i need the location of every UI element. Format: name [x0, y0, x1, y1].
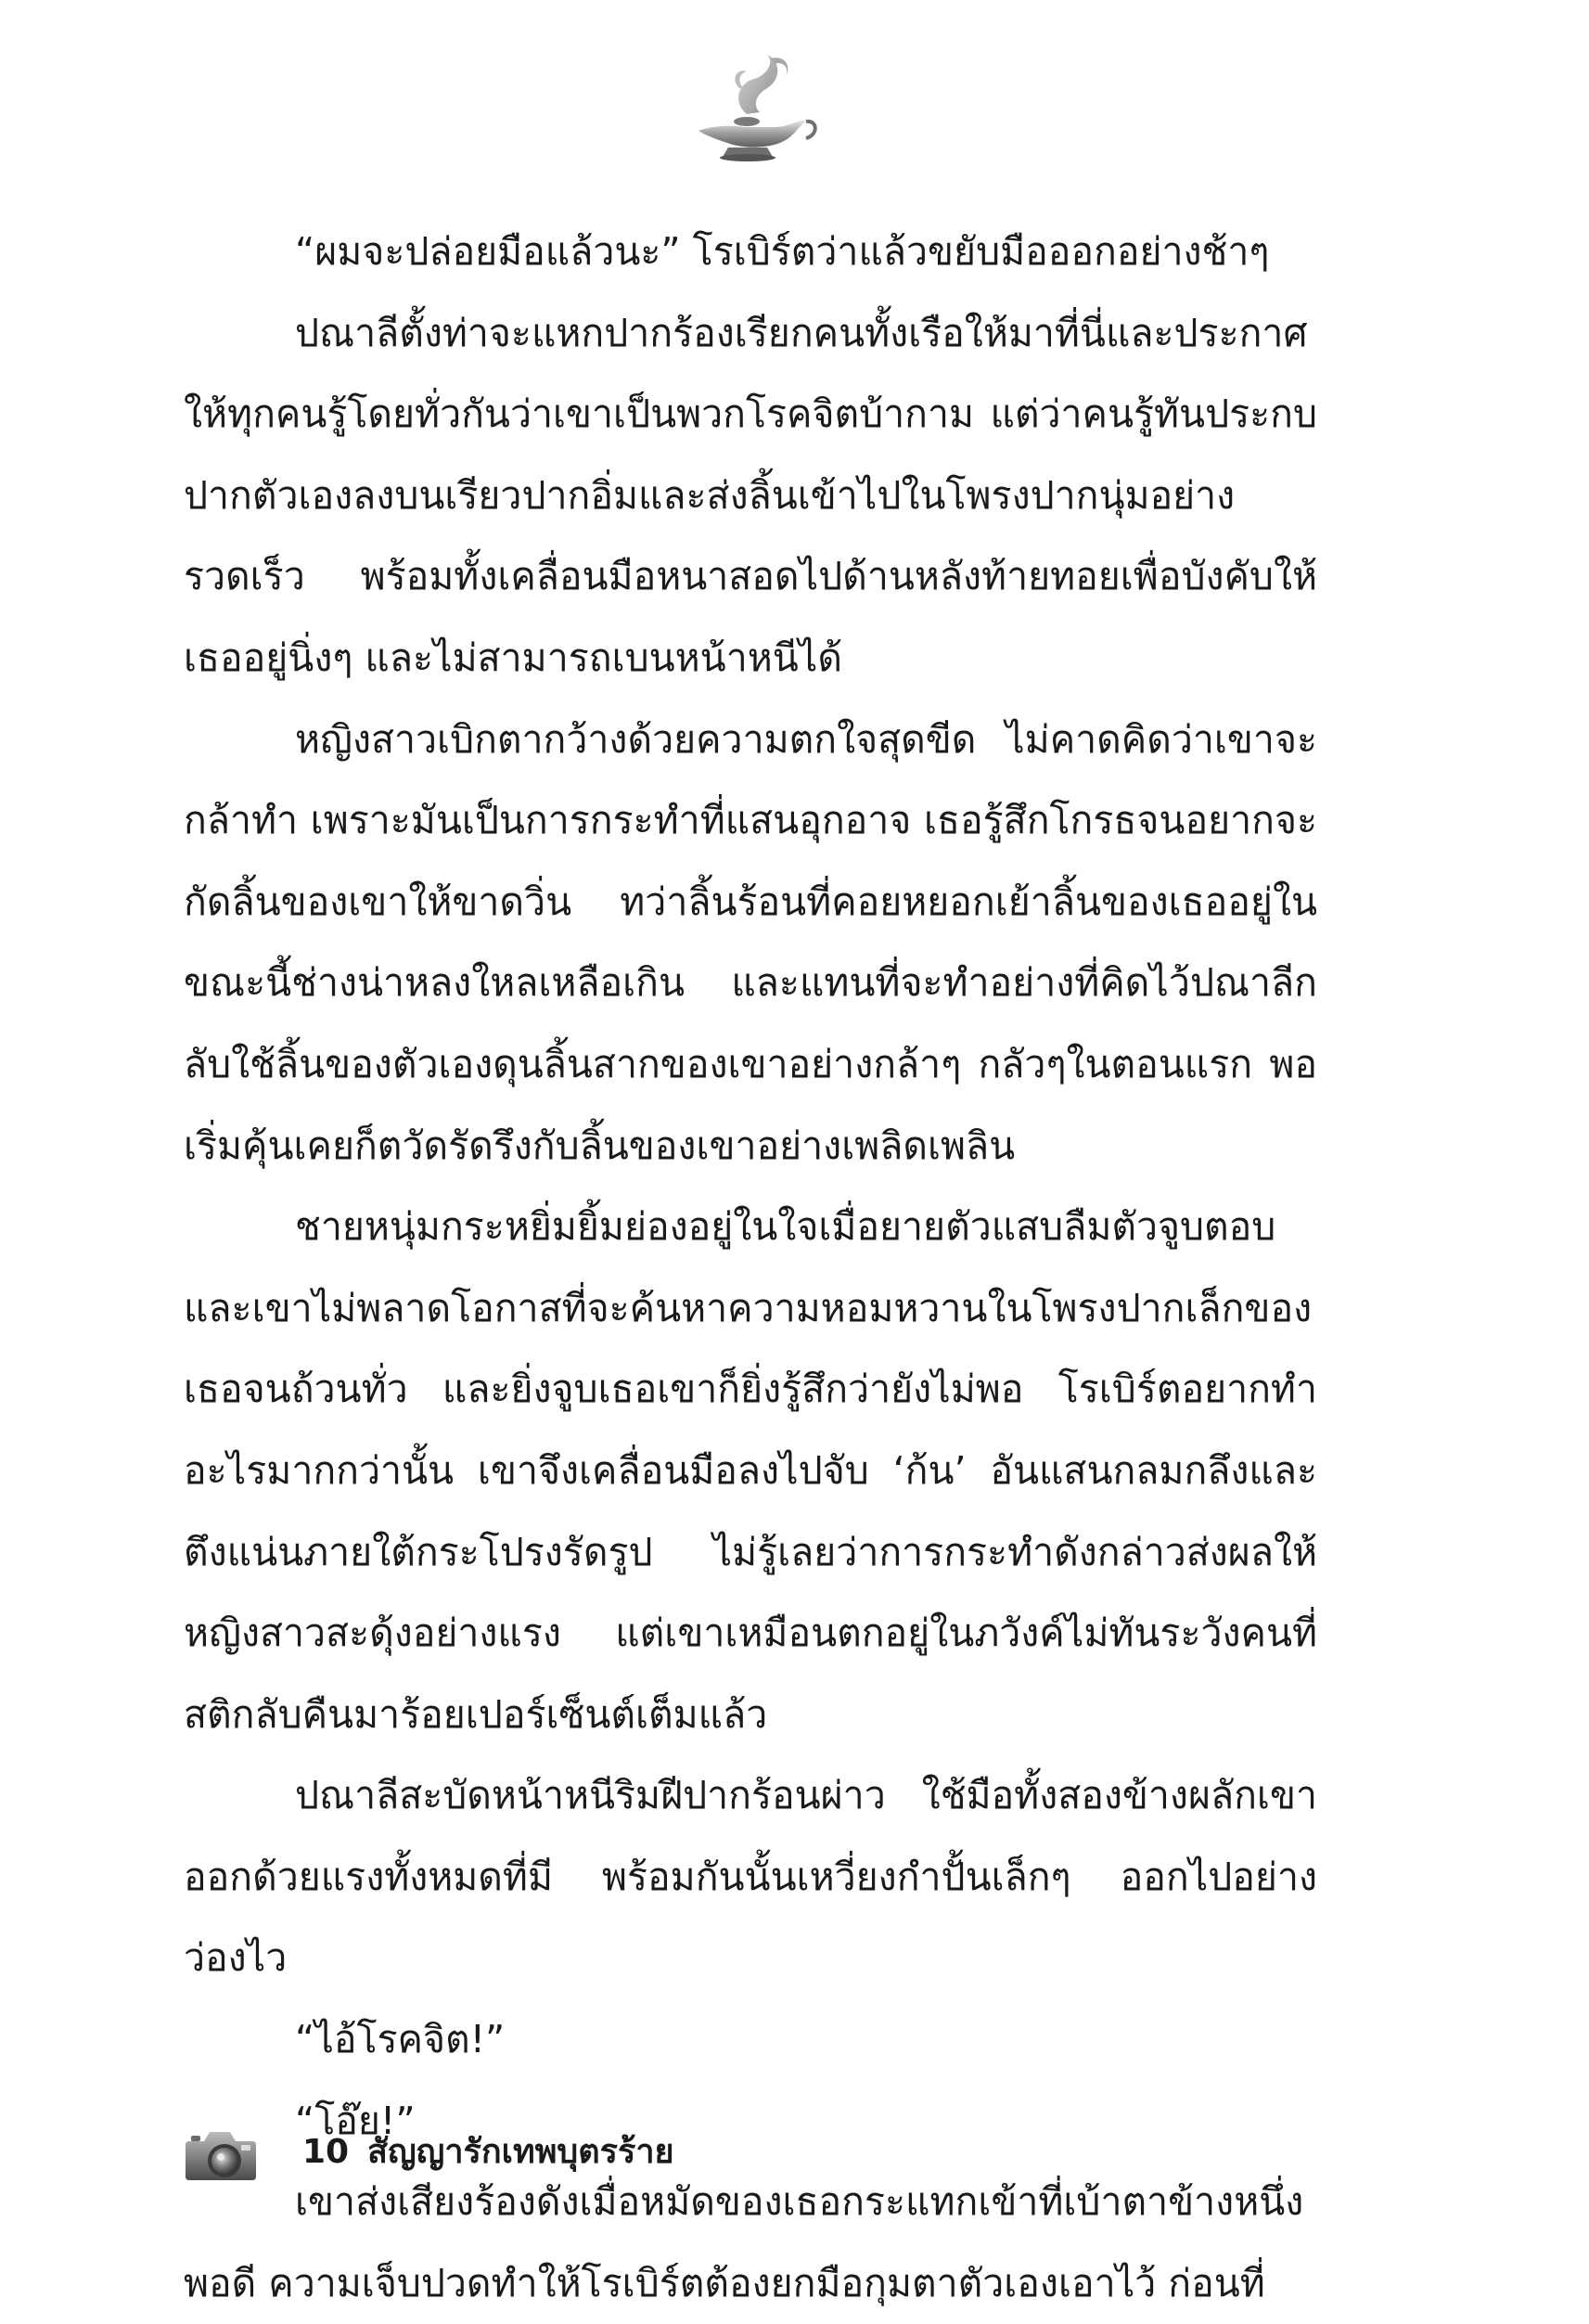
camera-icon	[184, 2123, 258, 2184]
genie-lamp-icon	[682, 51, 821, 162]
book-title: สัญญารักเทพบุตรร้าย	[367, 2133, 674, 2171]
paragraph: เขาส่งเสียงร้องดังเมื่อหมัดของเธอกระแทกเข้าที่เบ้าตาข้างหนึ่งพอดี ความเจ็บปวดทำให้โรเบิร์ตต้องยกมือกุมตาตัวเองเอาไว้ ก่อนที่	[184, 2179, 1304, 2305]
dialogue-line: “ไอ้โรคจิต!”	[295, 2017, 506, 2062]
paragraph: หญิงสาวเบิกตากว้างด้วยความตกใจสุดขีด ไม่คาดคิดว่าเขาจะกล้าทำ เพราะมันเป็นการกระทำที่แสนอุกอาจ เธอรู้สึกโกรธจนอยากจะกัดลิ้นของเขาให้ขาดวิ่น ทว่าลิ้นร้อนที่คอยหยอกเย้าลิ้นของเธออยู่ในขณะนี้ช่างน่าหลงใหลเหลือเกิน และแทนที่จะทำอย่างที่คิดไว้ปณาลีกลับใช้ลิ้นของตัวเองดุนลิ้นสากของเขาอย่างกล้าๆ กลัวๆในตอนแรก พอเริ่มคุ้นเคยก็ตวัดรัดรึงกับลิ้นของเขาอย่างเพลิดเพลิน	[184, 716, 1317, 1168]
body-text	[184, 212, 1317, 2324]
paragraph: ชายหนุ่มกระหยิ่มยิ้มย่องอยู่ในใจเมื่อยายตัวแสบลืมตัวจูบตอบและเขาไม่พลาดโอกาสที่จะค้นหาความหอมหวานในโพรงปากเล็กของเธอจนถ้วนทั่ว และยิ่งจูบเธอเขาก็ยิ่งรู้สึกว่ายังไม่พอ โรเบิร์ตอยากทำอะไรมากกว่านั้น เขาจึงเคลื่อนมือลงไปจับ ‘ก้น’ อันแสนกลมกลึงและตึงแน่นภายใต้กระโปรงรัดรูป ไม่รู้เลยว่าการกระทำดังกล่าวส่งผลให้หญิงสาวสะดุ้งอย่างแรง แต่เขาเหมือนตกอยู่ในภวังค์ไม่ทันระวังคนที่สติกลับคืนมาร้อยเปอร์เซ็นต์เต็มแล้ว	[184, 1204, 1317, 1737]
dialogue-line: “โอ๊ย!”	[295, 2098, 416, 2143]
paragraph: “ผมจะปล่อยมือแล้วนะ” โรเบิร์ตว่าแล้วขยับมือออกอย่างช้าๆ	[295, 229, 1270, 274]
paragraph: ปณาลีสะบัดหน้าหนีริมฝีปากร้อนผ่าว ใช้มือทั้งสองข้างผลักเขาออกด้วยแรงทั้งหมดที่มี พร้อมกันนั้นเหวี่ยงกำปั้นเล็กๆ ออกไปอย่างว่องไว	[184, 1773, 1317, 1981]
paragraph: ปณาลีตั้งท่าจะแหกปากร้องเรียกคนทั้งเรือให้มาที่นี่และประกาศให้ทุกคนรู้โดยทั่วกันว่าเขาเป็นพวกโรคจิตบ้ากาม แต่ว่าคนรู้ทันประกบปากตัวเองลงบนเรียวปากอิ่มและส่งลิ้นเข้าไปในโพรงปากนุ่มอย่างรวดเร็ว พร้อมทั้งเคลื่อนมือหนาสอดไปด้านหลังท้ายทอยเพื่อบังคับให้เธออยู่นิ่งๆ และไม่สามารถเบนหน้าหนีได้	[184, 310, 1317, 680]
page-footer	[184, 2115, 1019, 2208]
page-number: 10	[302, 2133, 350, 2171]
